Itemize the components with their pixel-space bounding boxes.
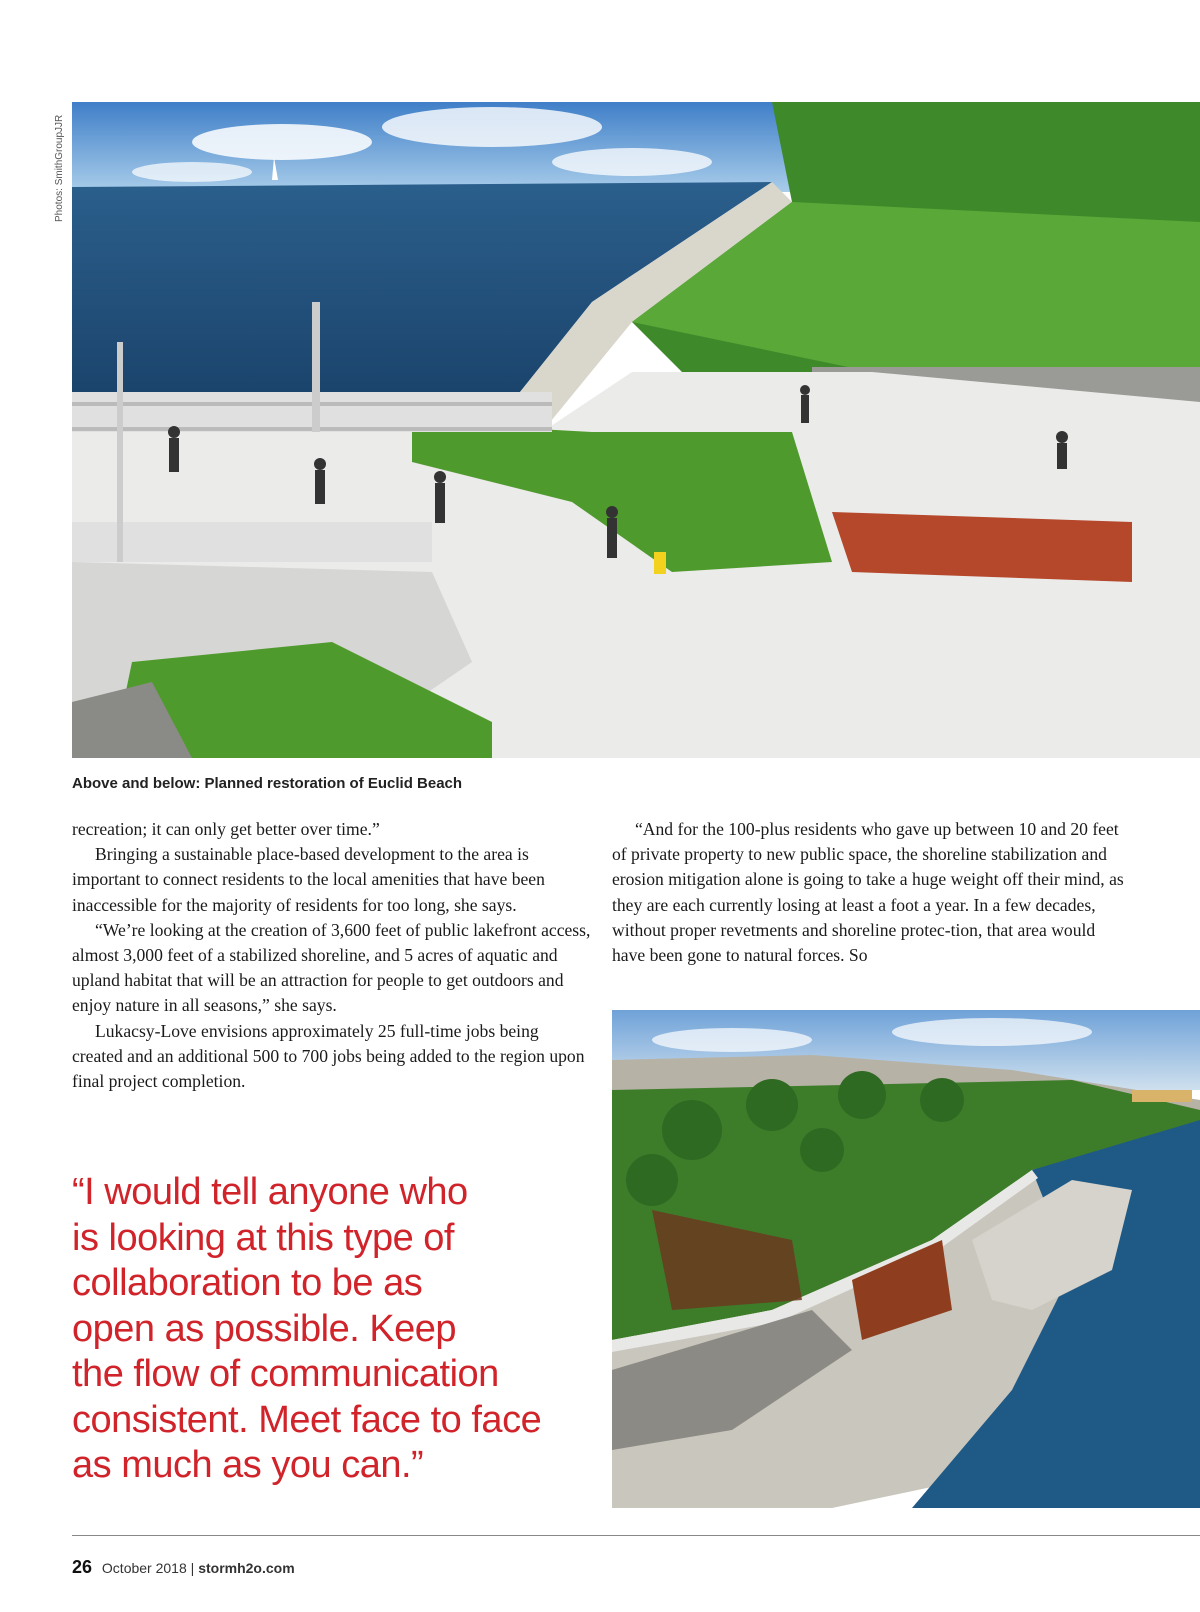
pull-quote-line: “I would tell anyone who (72, 1171, 468, 1213)
euclid-beach-rendering-top (72, 102, 1200, 758)
photo-caption: Above and below: Planned restoration of Euclid Beach (72, 775, 463, 792)
page-footer (72, 1557, 295, 1578)
pull-quote-line: consistent. Meet face to face (72, 1398, 542, 1441)
article-column-left (72, 817, 592, 1094)
paragraph: Lukacsy-Love envisions approximately 25 full-time jobs being created and an additional 500 to 700 jobs being added to the region upon final project completion. (72, 1020, 585, 1092)
euclid-beach-rendering-bottom (612, 1010, 1200, 1508)
paragraph: recreation; it can only get better over time.” (72, 819, 380, 839)
article-column-right (612, 817, 1127, 968)
pull-quote-line: collaboration to be as (72, 1262, 423, 1304)
site-link[interactable]: stormh2o.com (198, 1560, 295, 1576)
page-number: 26 (72, 1557, 93, 1577)
issue-date: October 2018 | (101, 1560, 195, 1576)
paragraph: Bringing a sustainable place-based development to the area is important to connect residents to the local amenities that have been inaccessible for the majority of residents for too long, she says. (72, 844, 545, 915)
paragraph: “And for the 100-plus residents who gave up between 10 and 20 feet of private property to new public space, the shoreline stabilization and erosion mitigation alone is going to take a huge weight off their mind, as they are each currently losing at least a foot a year. In a few decades, without proper revetments and shoreline protec-tion, that area would have been gone to natural forces. So (612, 819, 1124, 966)
footer-rule (72, 1535, 1200, 1536)
pull-quote (72, 1170, 572, 1489)
pull-quote-line: as much as you can.” (72, 1444, 424, 1486)
photo-credit: Photos: SmithGroupJJR (54, 114, 65, 222)
pull-quote-line: open as possible. Keep (72, 1307, 457, 1350)
pull-quote-line: is looking at this type of (72, 1216, 454, 1259)
paragraph: “We’re looking at the creation of 3,600 feet of public lakefront access, almost 3,000 feet of a stabilized shoreline, and 5 acres of aquatic and upland habitat that will be an attraction for people to get outdoors and enjoy nature in all seasons,” she says. (72, 919, 591, 1016)
pull-quote-line: the flow of communication (72, 1353, 499, 1395)
